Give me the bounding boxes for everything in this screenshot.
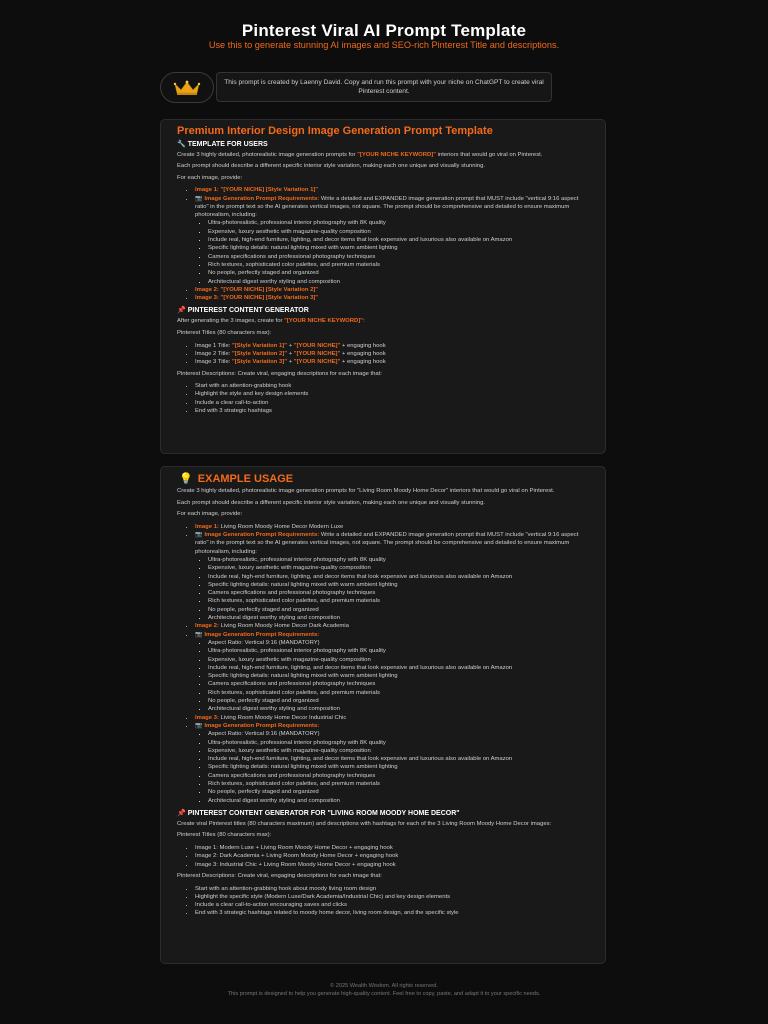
description-item: • End with 3 strategic hashtags related to moody home decor, living room design, and the specific style: [195, 909, 589, 917]
requirement-item: ▪ Expensive, luxury aesthetic with magazine-quality composition: [208, 228, 589, 236]
example-requirements-3: • 📷 Image Generation Prompt Requirements: ▪ Aspect Ratio: Vertical 9:16 (MANDATORY) ▪ Ultra-photorealistic, professional interior photography with 8K quality ▪ Expensive, luxury aesthetic with magazine-quality composition ▪ Include real, high-end furniture, lighting, and decor items that look expensive and luxurious also available on Amazon ▪ Specific lighting details: natural lighting mixed with warm ambient lighting ▪ Camera specifications and professional photography techniques ▪ Rich textures, sophisticated color palettes, and premium materials ▪ No people, perfectly staged and organized ▪ Architectural digest worthy styling and composition: [195, 722, 589, 805]
description-item: • Start with an attention-grabbing hook about moody living room design: [195, 885, 589, 893]
requirement-item: ▪ Include real, high-end furniture, lighting, and decor items that look expensive and luxurious also available on Amazon: [208, 573, 589, 581]
after-generating: After generating the 3 images, create for "[YOUR NICHE KEYWORD]":: [177, 318, 365, 325]
footer-copyright: © 2025 Wealth Wisdom. All rights reserved.: [330, 983, 438, 989]
wrench-icon: 🔧: [177, 140, 186, 148]
example-requirements-1: • 📷 Image Generation Prompt Requirements: Write a detailed and EXPANDED image generation prompt that MUST include "vertical 9:16 aspect ratio" in the prompt text so the AI generates vertical images, not square. The prompt should be comprehensive and detailed to ensure maximum photorealism, including: ▪ Ultra-photorealistic, professional interior photography with 8K quality ▪ Expensive, luxury aesthetic with magazine-quality composition ▪ Include real, high-end furniture, lighting, and decor items that look expensive and luxurious also available on Amazon ▪ Specific lighting details: natural lighting mixed with warm ambient lighting ▪ Camera specifications and professional photography techniques ▪ Rich textures, sophisticated color palettes, and premium materials ▪ No people, perfectly staged and organized ▪ Architectural digest worthy styling and composition: [195, 531, 589, 622]
example-titles-label: Pinterest Titles (80 characters max):: [177, 832, 272, 839]
example-for-each: For each image, provide:: [177, 511, 243, 518]
requirement-item: ▪ No people, perfectly staged and organized: [208, 269, 589, 277]
requirement-item: ▪ Camera specifications and professional photography techniques: [208, 772, 589, 780]
template-image-2: • Image 2: "[YOUR NICHE] [Style Variation 2]": [195, 286, 589, 294]
example-pin-intro: Create viral Pinterest titles (80 characters maximum) and descriptions with hashtags for each of the 3 Living Room Moody Home Decor images:: [177, 820, 552, 827]
requirement-item: ▪ Architectural digest worthy styling and composition: [208, 278, 589, 286]
requirement-item: ▪ Architectural digest worthy styling and composition: [208, 705, 589, 713]
requirement-item: ▪ Expensive, luxury aesthetic with magazine-quality composition: [208, 564, 589, 572]
title-item: • Image 1 Title: "[Style Variation 1]" + "[YOUR NICHE]" + engaging hook: [195, 342, 589, 350]
requirement-item: ▪ Specific lighting details: natural lighting mixed with warm ambient lighting: [208, 763, 589, 771]
template-desc: Each prompt should describe a different specific interior style variation, making each one unique and visually stunning.: [177, 163, 486, 170]
example-descriptions-label: Pinterest Descriptions: Create viral, engaging descriptions for each image that:: [177, 872, 382, 879]
footer-note: This prompt is designed to help you generate high-quality content. Feel free to copy, paste, and adapt it to your specific needs.: [227, 991, 541, 997]
description-item: • End with 3 strategic hashtags: [195, 407, 589, 415]
title-item: • Image 3 Title: "[Style Variation 3]" + "[YOUR NICHE]" + engaging hook: [195, 358, 589, 366]
camera-icon: 📷: [195, 722, 203, 729]
template-image-list: [177, 186, 589, 302]
template-for-users-heading: 🔧 TEMPLATE FOR USERS: [177, 140, 268, 148]
title-item: • Image 3: Industrial Chic + Living Room Moody Home Decor + engaging hook: [195, 861, 589, 869]
template-for-each: For each image, provide:: [177, 174, 243, 181]
example-image-list: [177, 523, 589, 805]
descriptions-label: Pinterest Descriptions: Create viral, engaging descriptions for each image that:: [177, 370, 382, 377]
requirement-item: ▪ No people, perfectly staged and organized: [208, 788, 589, 796]
example-requirements-list-1: [195, 556, 589, 622]
creator-notice: [216, 72, 552, 102]
requirement-item: ▪ Architectural digest worthy styling and composition: [208, 797, 589, 805]
example-pinterest-heading: 📌 PINTEREST CONTENT GENERATOR FOR "LIVING ROOM MOODY HOME DECOR": [177, 809, 460, 817]
pushpin-icon: 📌: [177, 809, 186, 817]
requirement-item: ▪ Ultra-photorealistic, professional interior photography with 8K quality: [208, 219, 589, 227]
camera-icon: 📷: [195, 532, 203, 539]
template-image-1: • Image 1: "[YOUR NICHE] [Style Variation 1]": [195, 186, 589, 194]
description-item: • Include a clear call-to-action: [195, 399, 589, 407]
pushpin-icon: 📌: [177, 307, 186, 315]
pinterest-generator-heading: 📌 PINTEREST CONTENT GENERATOR: [177, 307, 309, 315]
requirement-item: ▪ Ultra-photorealistic, professional interior photography with 8K quality: [208, 556, 589, 564]
template-descriptions-list: [177, 382, 589, 415]
example-title: 💡 EXAMPLE USAGE: [179, 473, 294, 485]
title-item: • Image 1: Modern Luxe + Living Room Moody Home Decor + engaging hook: [195, 844, 589, 852]
requirement-item: ▪ Specific lighting details: natural lighting mixed with warm ambient lighting: [208, 244, 589, 252]
example-desc: Each prompt should describe a different specific interior style variation, making each one unique and visually stunning.: [177, 499, 486, 506]
template-requirements-list: [195, 219, 589, 285]
requirement-item: ▪ Rich textures, sophisticated color palettes, and premium materials: [208, 689, 589, 697]
requirement-item: ▪ Ultra-photorealistic, professional interior photography with 8K quality: [208, 647, 589, 655]
requirement-item: ▪ Camera specifications and professional photography techniques: [208, 253, 589, 261]
requirement-item: ▪ Rich textures, sophisticated color palettes, and premium materials: [208, 780, 589, 788]
example-image-2: • Image 2: Living Room Moody Home Decor Dark Academia: [195, 622, 589, 630]
description-item: • Start with an attention-grabbing hook: [195, 382, 589, 390]
requirement-item: ▪ Ultra-photorealistic, professional interior photography with 8K quality: [208, 739, 589, 747]
template-requirements: • 📷 Image Generation Prompt Requirements: Write a detailed and EXPANDED image generation prompt that MUST include "vertical 9:16 aspect ratio" in the prompt text so the AI generates vertical images, not square. The prompt should be comprehensive and detailed to ensure maximum photorealism, including: ▪ Ultra-photorealistic, professional interior photography with 8K quality ▪ Expensive, luxury aesthetic with magazine-quality composition ▪ Include real, high-end furniture, lighting, and decor items that look expensive and luxurious also available on Amazon ▪ Specific lighting details: natural lighting mixed with warm ambient lighting ▪ Camera specifications and professional photography techniques ▪ Rich textures, sophisticated color palettes, and premium materials ▪ No people, perfectly staged and organized ▪ Architectural digest worthy styling and composition: [195, 195, 589, 286]
requirement-item: ▪ Aspect Ratio: Vertical 9:16 (MANDATORY): [208, 730, 589, 738]
crown-badge: [160, 72, 214, 103]
titles-label: Pinterest Titles (80 characters max):: [177, 330, 272, 337]
camera-icon: 📷: [195, 195, 203, 202]
requirement-item: ▪ Aspect Ratio: Vertical 9:16 (MANDATORY): [208, 639, 589, 647]
requirement-item: ▪ Expensive, luxury aesthetic with magazine-quality composition: [208, 747, 589, 755]
requirement-item: ▪ Include real, high-end furniture, lighting, and decor items that look expensive and luxurious also available on Amazon: [208, 664, 589, 672]
crown-icon: [172, 80, 202, 96]
requirement-item: ▪ Rich textures, sophisticated color palettes, and premium materials: [208, 261, 589, 269]
title-item: • Image 2 Title: "[Style Variation 2]" + "[YOUR NICHE]" + engaging hook: [195, 350, 589, 358]
example-intro: Create 3 highly detailed, photorealistic image generation prompts for "Living Room Moody Home Decor" interiors that would go viral on Pinterest.: [177, 488, 555, 494]
example-image-1: • Image 1: Living Room Moody Home Decor Modern Luxe: [195, 523, 589, 531]
requirement-item: ▪ Specific lighting details: natural lighting mixed with warm ambient lighting: [208, 672, 589, 680]
creator-notice-text: This prompt is created by Laenny David. Copy and run this prompt with your niche on ChatGPT to create viral Pinterest content.: [224, 79, 544, 95]
page-title: Pinterest Viral AI Prompt Template: [241, 21, 527, 40]
template-title: Premium Interior Design Image Generation Prompt Template: [177, 125, 493, 137]
requirement-item: ▪ Specific lighting details: natural lighting mixed with warm ambient lighting: [208, 581, 589, 589]
example-requirements-2: • 📷 Image Generation Prompt Requirements: ▪ Aspect Ratio: Vertical 9:16 (MANDATORY) ▪ Ultra-photorealistic, professional interior photography with 8K quality ▪ Expensive, luxury aesthetic with magazine-quality composition ▪ Include real, high-end furniture, lighting, and decor items that look expensive and luxurious also available on Amazon ▪ Specific lighting details: natural lighting mixed with warm ambient lighting ▪ Camera specifications and professional photography techniques ▪ Rich textures, sophisticated color palettes, and premium materials ▪ No people, perfectly staged and organized ▪ Architectural digest worthy styling and composition: [195, 631, 589, 714]
requirement-item: ▪ Camera specifications and professional photography techniques: [208, 680, 589, 688]
title-item: • Image 2: Dark Academia + Living Room Moody Home Decor + engaging hook: [195, 852, 589, 860]
requirement-item: ▪ Rich textures, sophisticated color palettes, and premium materials: [208, 597, 589, 605]
template-image-3: • Image 3: "[YOUR NICHE] [Style Variation 3]": [195, 294, 589, 302]
template-titles-list: [177, 342, 589, 367]
description-item: • Highlight the style and key design elements: [195, 390, 589, 398]
example-descriptions-list: [177, 885, 589, 918]
requirement-item: ▪ Architectural digest worthy styling and composition: [208, 614, 589, 622]
requirement-item: ▪ Camera specifications and professional photography techniques: [208, 589, 589, 597]
camera-icon: 📷: [195, 631, 203, 638]
example-image-3: • Image 3: Living Room Moody Home Decor Industrial Chic: [195, 714, 589, 722]
example-card: [160, 466, 606, 964]
template-intro: Create 3 highly detailed, photorealistic image generation prompts for "[YOUR NICHE KEYWORD]" interiors that would go viral on Pinterest.: [177, 151, 543, 158]
requirement-item: ▪ Include real, high-end furniture, lighting, and decor items that look expensive and luxurious also available on Amazon: [208, 236, 589, 244]
lightbulb-icon: 💡: [179, 473, 193, 485]
requirement-item: ▪ Expensive, luxury aesthetic with magazine-quality composition: [208, 656, 589, 664]
requirement-item: ▪ No people, perfectly staged and organized: [208, 606, 589, 614]
page-subtitle: Use this to generate stunning AI images and SEO-rich Pinterest Title and descriptions.: [208, 40, 560, 50]
example-titles-list: [177, 844, 589, 869]
example-requirements-list-2: [195, 639, 589, 714]
template-card: [160, 119, 606, 454]
requirement-item: ▪ No people, perfectly staged and organized: [208, 697, 589, 705]
description-item: • Highlight the specific style (Modern Luxe/Dark Academia/Industrial Chic) and key design elements: [195, 893, 589, 901]
example-requirements-list-3: [195, 730, 589, 805]
requirement-item: ▪ Include real, high-end furniture, lighting, and decor items that look expensive and luxurious also available on Amazon: [208, 755, 589, 763]
description-item: • Include a clear call-to-action encouraging saves and clicks: [195, 901, 589, 909]
